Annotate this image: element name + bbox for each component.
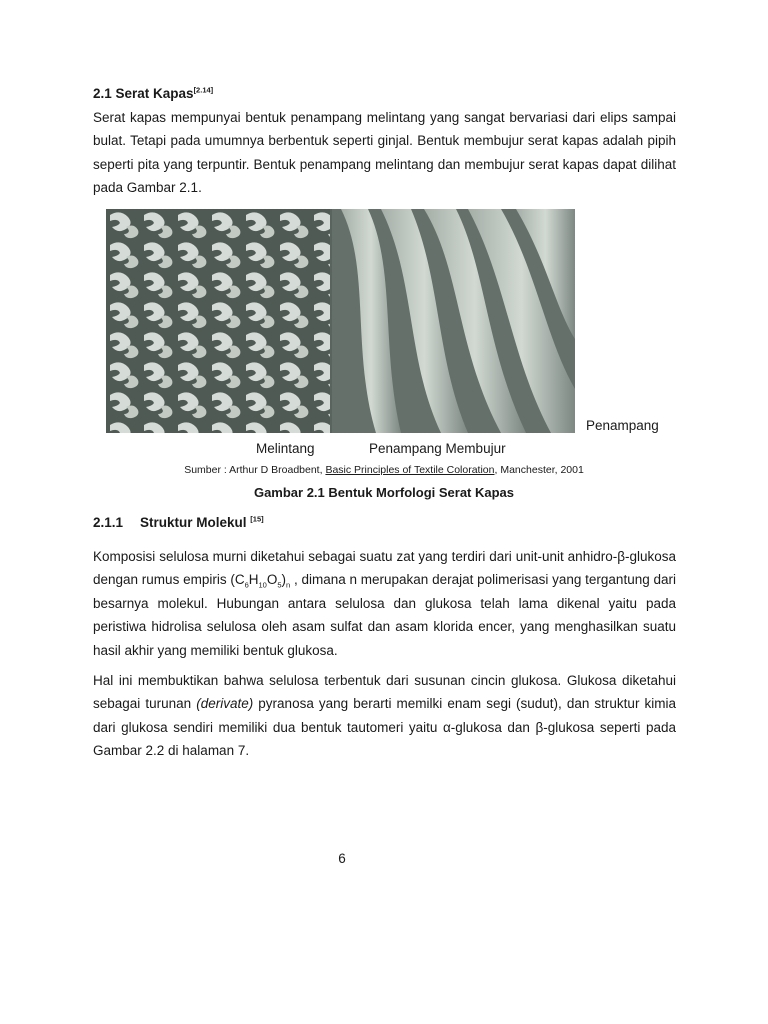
figure-caption-right: Penampang: [586, 418, 659, 433]
figure-source: [0, 464, 768, 476]
p2-text-after: pyranosa yang berarti memilki enam segi (sudut), dan struktur kimia dari glukosa sendiri memiliki dua bentuk tautomeri yaitu α-glukosa dan β-glukosa seperti pada Gambar 2.2 di halaman 7.: [93, 696, 677, 759]
p2-text-before: Hal ini membuktikan bahwa selulosa terbentuk dari susunan cincin glukosa. Glukosa diketahui sebagai turunan: [93, 673, 676, 712]
section-heading: [93, 86, 213, 101]
cotton-fiber-micrograph: [106, 209, 575, 433]
source-suffix: , Manchester, 2001: [494, 464, 584, 476]
figure-title: Gambar 2.1 Bentuk Morfologi Serat Kapas: [253, 485, 515, 500]
section-reference: [2.14]: [193, 85, 214, 95]
subsection-heading: [93, 515, 264, 530]
p2-italic-term: (derivate): [196, 696, 254, 712]
formula-o: O: [266, 572, 278, 588]
formula-sub-o: 5: [277, 581, 282, 591]
p1-text-after: , dimana n merupakan derajat polimerisasi yang tergantung dari besarnya molekul. Hubungan antara selulosa dan glukosa telah lama dikenal yaitu pada peristiwa hidrolisa selulosa oleh asam sulfat dan asam klorida encer, yang menghasilkan suatu hasil akhir yang memiliki bentuk glukosa.: [93, 572, 676, 658]
formula-h: H: [248, 572, 259, 588]
section-paragraph: Serat kapas mempunyai bentuk penampang melintang yang sangat bervariasi dari elips sampai bulat. Tetapi pada umumnya berbentuk seperti ginjal. Bentuk membujur serat kapas adalah pipih seperti pita yang terpuntir. Bentuk penampang melintang dan membujur serat kapas dapat dilihat pada Gambar 2.1.: [93, 110, 676, 196]
page-number: 6: [338, 851, 346, 866]
section-heading-text: 2.1 Serat Kapas: [93, 86, 194, 101]
molecular-structure-paragraph: [93, 545, 676, 662]
source-prefix: Sumber : Arthur D Broadbent,: [184, 464, 326, 476]
subsection-title: Struktur Molekul: [140, 515, 247, 530]
subsection-reference: [15]: [250, 514, 264, 524]
formula-close: ): [281, 572, 287, 588]
glucose-paragraph: [93, 669, 676, 763]
micrograph-illustration: [106, 209, 575, 433]
figure-caption-cross-section: Melintang: [256, 441, 315, 456]
figure-caption-longitudinal: Penampang Membujur: [369, 441, 506, 456]
subsection-number: 2.1.1: [93, 515, 124, 530]
source-book-title: Basic Principles of Textile Coloration: [325, 464, 495, 476]
p1-text-before: Komposisi selulosa murni diketahui sebagai suatu zat yang terdiri dari unit-unit anhidro-β-glukosa dengan rumus empiris (C: [93, 549, 676, 588]
formula-sub-c: 6: [244, 581, 249, 591]
formula-sub-h: 10: [258, 581, 267, 591]
formula-sub-n: n: [286, 581, 291, 591]
